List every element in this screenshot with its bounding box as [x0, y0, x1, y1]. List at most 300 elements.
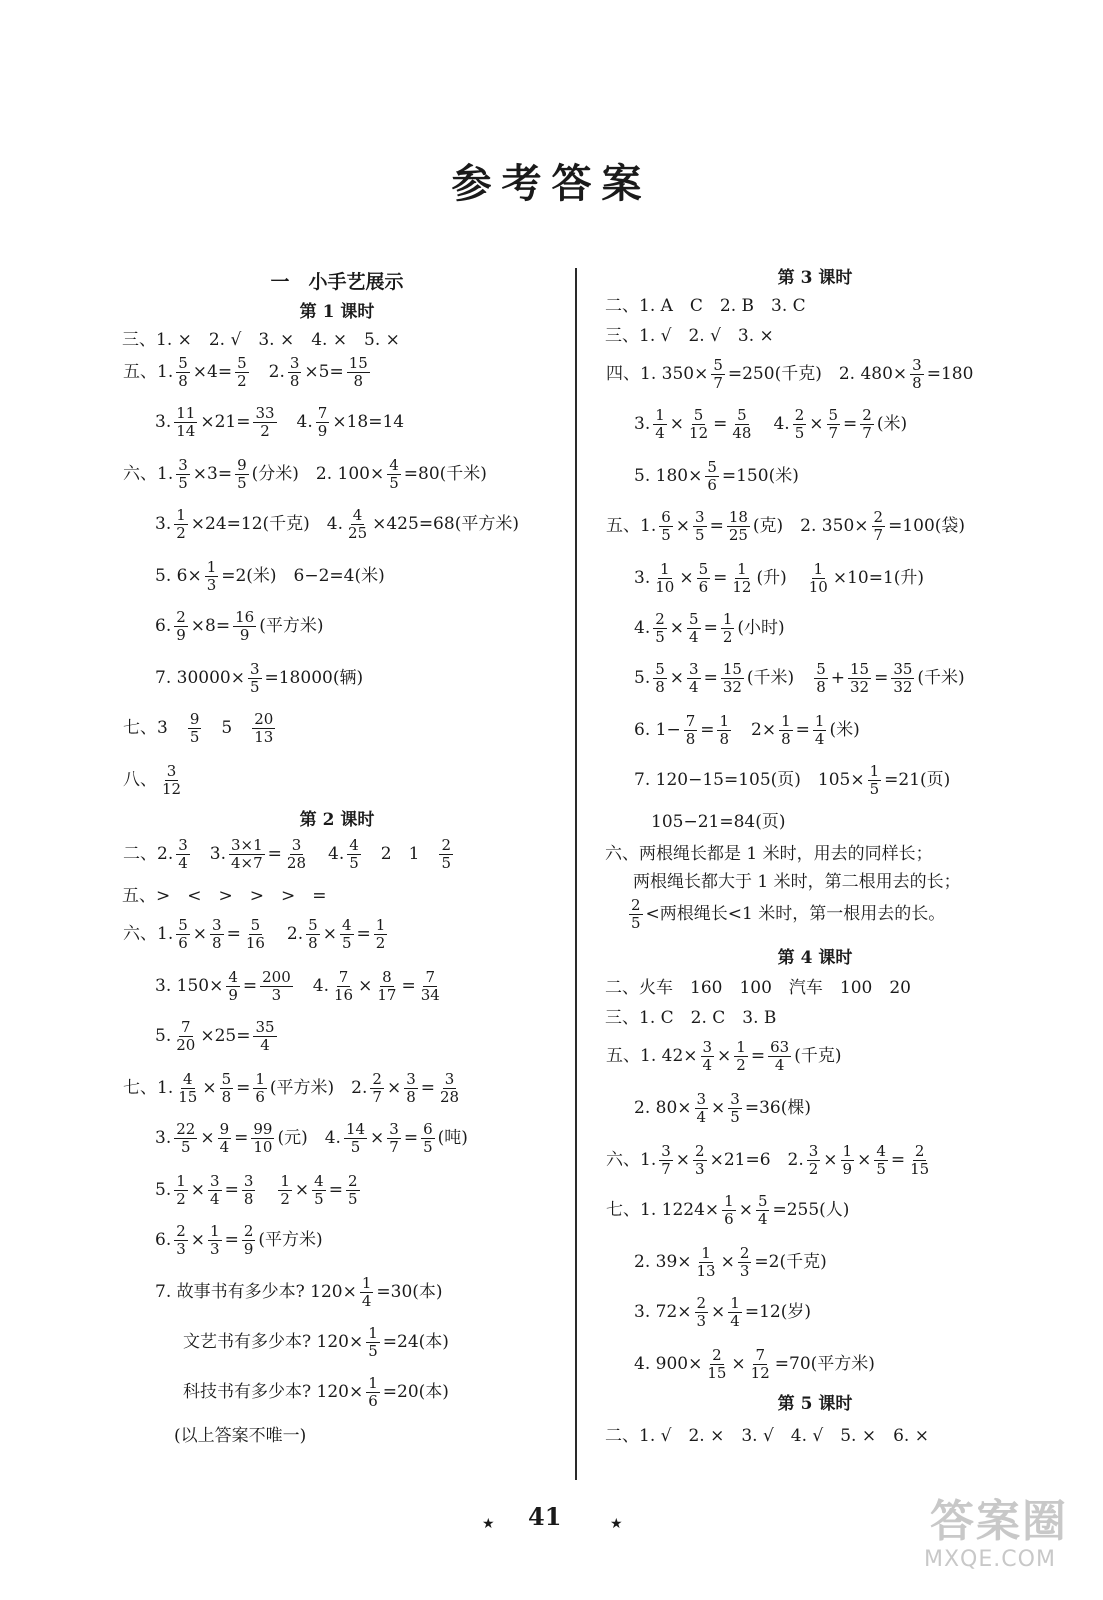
- numerator: 5: [693, 405, 704, 424]
- fraction: [235, 355, 249, 390]
- denominator: 3: [271, 985, 282, 1004]
- answer-line: [122, 502, 520, 546]
- text-segment: (千米): [917, 668, 965, 688]
- text-segment: ×: [717, 1046, 732, 1066]
- text-segment: ×25=: [200, 1026, 251, 1046]
- numerator: 4: [352, 505, 363, 524]
- denominator: 7: [661, 1159, 671, 1178]
- text-segment: (升): [756, 568, 804, 588]
- numerator: 7: [685, 711, 696, 730]
- text-segment: =70(平方米): [774, 1354, 875, 1374]
- text-segment: ×: [370, 1128, 385, 1148]
- fraction: [220, 1071, 234, 1106]
- numerator: 1: [736, 1037, 746, 1056]
- numerator: 4: [389, 455, 399, 474]
- fraction: [728, 1091, 742, 1126]
- fraction: [344, 1121, 367, 1156]
- text-segment: 六、1.: [123, 924, 174, 944]
- text-segment: =24(本): [382, 1332, 449, 1352]
- answer-line: [605, 1086, 812, 1130]
- fraction: [768, 1039, 791, 1074]
- numerator: 3×1: [231, 835, 263, 854]
- answer-line: [605, 1290, 812, 1334]
- denominator: 5: [350, 1137, 361, 1156]
- fraction: [332, 969, 355, 1004]
- answer-line: [122, 656, 364, 700]
- numerator: 63: [770, 1037, 790, 1056]
- text-segment: =: [709, 516, 724, 536]
- fraction: [360, 1275, 374, 1310]
- numerator: 3: [291, 835, 302, 854]
- fraction: [730, 407, 753, 442]
- numerator: 1: [814, 711, 825, 730]
- denominator: 9: [239, 625, 250, 644]
- text-segment: =: [750, 1046, 766, 1066]
- fraction: [375, 969, 398, 1004]
- numerator: 35: [893, 659, 913, 678]
- answer-line: 六、两根绳长都是 1 米时，用去的同样长；: [605, 844, 933, 864]
- fraction: [312, 1173, 326, 1208]
- text-segment: 2.: [269, 924, 304, 944]
- numerator: 7: [338, 967, 349, 986]
- fraction: [218, 1121, 232, 1156]
- denominator: 5: [347, 1189, 358, 1208]
- text-segment: =: [420, 1078, 435, 1098]
- fraction: [695, 1295, 709, 1330]
- denominator: 32: [722, 677, 742, 696]
- fraction: [346, 507, 369, 542]
- numerator: 2: [794, 405, 805, 424]
- answer-line: [605, 352, 974, 396]
- numerator: 2: [696, 1293, 707, 1312]
- text-segment: ×: [669, 668, 685, 688]
- numerator: 5: [698, 559, 709, 578]
- numerator: 5: [655, 659, 665, 678]
- denominator: 48: [732, 423, 752, 442]
- unit-title: 一 小手艺展示: [270, 271, 404, 293]
- answer-line: [605, 758, 951, 802]
- numerator: 5: [707, 457, 717, 476]
- numerator: 4: [314, 1171, 324, 1190]
- fraction: [226, 969, 240, 1004]
- text-segment: ×5=: [304, 362, 344, 382]
- numerator: 1: [813, 559, 824, 578]
- numerator: 1: [737, 559, 747, 578]
- numerator: 3: [178, 455, 188, 474]
- fraction: [891, 661, 914, 696]
- text-segment: ×10=1(升): [832, 568, 925, 588]
- fraction: [208, 1223, 222, 1258]
- fraction: [188, 711, 202, 746]
- text-segment: ×21=6 2.: [709, 1150, 804, 1170]
- fraction: [695, 1091, 709, 1126]
- fraction: [253, 1071, 267, 1106]
- denominator: 5: [341, 933, 352, 952]
- denominator: 28: [440, 1087, 460, 1106]
- text-segment: =: [401, 976, 416, 996]
- fraction: [210, 917, 224, 952]
- text-segment: ×: [711, 1302, 726, 1322]
- numerator: 1: [842, 1141, 853, 1160]
- numerator: 2: [712, 1345, 722, 1364]
- fraction: [721, 611, 735, 646]
- answer-line: [605, 402, 908, 446]
- numerator: 1: [210, 1221, 220, 1240]
- denominator: 5: [441, 853, 451, 872]
- numerator: 11: [176, 403, 196, 422]
- numerator: 4: [228, 967, 238, 986]
- denominator: 8: [655, 677, 665, 696]
- text-segment: =12(岁): [744, 1302, 811, 1322]
- text-segment: =: [403, 1128, 419, 1148]
- fraction: [728, 1295, 742, 1330]
- text-segment: ×: [679, 568, 694, 588]
- numerator: 1: [724, 1191, 734, 1210]
- numerator: 2: [739, 1243, 750, 1262]
- numerator: 3: [406, 1069, 416, 1088]
- numerator: 5: [689, 609, 699, 628]
- numerator: 3: [389, 1119, 399, 1138]
- text-segment: (米): [829, 720, 860, 740]
- numerator: 1: [781, 711, 791, 730]
- fraction: [174, 405, 197, 440]
- numerator: 7: [425, 967, 435, 986]
- text-segment: 3.: [155, 514, 172, 534]
- fraction: [176, 917, 190, 952]
- denominator: 15: [910, 1159, 930, 1178]
- denominator: 16: [245, 933, 265, 952]
- text-segment: 7. 120−15=105(页) 105×: [634, 770, 865, 790]
- text-segment: 2.: [251, 362, 285, 382]
- fraction: [285, 837, 308, 872]
- fraction: [705, 1347, 728, 1382]
- numerator: 5: [816, 659, 826, 678]
- fraction: [653, 407, 667, 442]
- text-segment: ×: [675, 516, 691, 536]
- text-segment: =: [226, 924, 241, 944]
- denominator: 17: [377, 985, 397, 1004]
- text-segment: =: [328, 1180, 343, 1200]
- numerator: 14: [345, 1119, 366, 1138]
- answer-line: [605, 1342, 876, 1386]
- text-segment: 3. 72×: [634, 1302, 692, 1322]
- fraction: [252, 711, 275, 746]
- text-segment: ×: [823, 1150, 838, 1170]
- fraction: [174, 1173, 188, 1208]
- denominator: 5: [876, 1159, 886, 1178]
- fraction: [722, 1193, 736, 1228]
- denominator: 4: [757, 1209, 768, 1228]
- text-segment: ×: [669, 618, 685, 638]
- numerator: 2: [441, 835, 451, 854]
- answer-note: (以上答案不唯一): [174, 1426, 307, 1446]
- text-segment: ×24=12(千克) 4.: [190, 514, 344, 534]
- numerator: 3: [661, 1141, 671, 1160]
- fraction: [253, 1019, 276, 1054]
- text-segment: ×3=: [192, 464, 233, 484]
- watermark-logo: [920, 1485, 1090, 1585]
- denominator: 8: [212, 933, 222, 952]
- numerator: 2: [914, 1141, 925, 1160]
- text-segment: =: [242, 976, 258, 996]
- fraction: [346, 1173, 360, 1208]
- fraction: [695, 1245, 718, 1280]
- fraction: [687, 661, 701, 696]
- star-icon: ★: [610, 1516, 623, 1532]
- denominator: 2: [722, 627, 733, 646]
- text-segment: 六、1.: [123, 464, 174, 484]
- denominator: 12: [750, 1363, 770, 1382]
- watermark-text: 答案圈: [930, 1496, 1068, 1547]
- lesson-4-heading: 第 4 课时: [777, 948, 853, 968]
- denominator: 6: [255, 1087, 265, 1106]
- text-segment: (分米) 2. 100×: [251, 464, 385, 484]
- text-segment: 五、1. 42×: [606, 1046, 698, 1066]
- fraction: [693, 509, 707, 544]
- fraction: [841, 1143, 855, 1178]
- text-segment: 七、1. 1224×: [606, 1200, 720, 1220]
- text-segment: 文艺书有多少本? 120×: [183, 1332, 364, 1352]
- fraction: [387, 1121, 401, 1156]
- numerator: 3: [730, 1089, 740, 1108]
- denominator: 8: [912, 373, 922, 392]
- column-divider: [575, 268, 577, 1480]
- lesson-1-heading: 第 1 课时: [299, 302, 375, 322]
- numerator: 2: [862, 405, 872, 424]
- answer-line: 五、> < > > > =: [122, 886, 327, 906]
- numerator: 5: [221, 1069, 232, 1088]
- lesson-2-heading: 第 2 课时: [299, 810, 375, 830]
- denominator: 4: [219, 1137, 230, 1156]
- text-segment: (平方米) 2.: [269, 1078, 368, 1098]
- text-segment: 五、1.: [123, 362, 174, 382]
- denominator: 5: [730, 1107, 740, 1126]
- answer-line: 三、1. × 2. √ 3. × 4. × 5. ×: [122, 330, 400, 350]
- text-segment: ×: [386, 1078, 402, 1098]
- denominator: 15: [707, 1363, 727, 1382]
- fraction: [387, 457, 401, 492]
- fraction: [340, 917, 354, 952]
- text-segment: ×: [675, 1150, 691, 1170]
- text-segment: (吨): [437, 1128, 468, 1148]
- numerator: 2: [873, 507, 884, 526]
- text-segment: ×: [202, 1078, 217, 1098]
- numerator: 1: [280, 1171, 290, 1190]
- answer-line: 三、1. √ 2. √ 3. ×: [605, 326, 774, 346]
- numerator: 16: [235, 607, 255, 626]
- fraction: [701, 1039, 715, 1074]
- fraction: [730, 561, 753, 596]
- text-segment: =2(米) 6−2=4(米): [221, 566, 385, 586]
- answer-line: [605, 892, 946, 936]
- numerator: 2: [372, 1069, 382, 1088]
- denominator: 2: [280, 1189, 290, 1208]
- numerator: 18: [728, 507, 748, 526]
- fraction: [244, 917, 267, 952]
- numerator: 2: [347, 1171, 358, 1190]
- lesson-5-heading: 第 5 课时: [777, 1394, 853, 1414]
- denominator: 16: [334, 985, 354, 1004]
- fraction: [711, 357, 725, 392]
- answer-line: [122, 1066, 463, 1110]
- numerator: 5: [250, 915, 261, 934]
- fraction: [653, 561, 676, 596]
- text-segment: 5: [204, 718, 250, 738]
- denominator: 5: [655, 627, 665, 646]
- star-icon: ★: [482, 1516, 495, 1532]
- text-segment: 2. 39×: [634, 1252, 692, 1272]
- numerator: 3: [289, 353, 300, 372]
- text-segment: 3.: [192, 844, 227, 864]
- denominator: 8: [719, 729, 730, 748]
- numerator: 2: [655, 609, 665, 628]
- denominator: 4: [655, 423, 665, 442]
- denominator: 9: [317, 421, 328, 440]
- answer-line: [122, 1168, 362, 1212]
- denominator: 2: [260, 421, 270, 440]
- denominator: 5: [181, 1137, 191, 1156]
- answer-line: [122, 1320, 450, 1364]
- text-segment: 6. 1−: [634, 720, 681, 740]
- fraction: [868, 763, 882, 798]
- fraction: [205, 559, 219, 594]
- denominator: 28: [286, 853, 307, 872]
- answer-line: [122, 1218, 324, 1262]
- text-segment: =: [703, 668, 718, 688]
- numerator: 7: [317, 403, 328, 422]
- denominator: 6: [724, 1209, 734, 1228]
- text-segment: =: [713, 414, 728, 434]
- fraction: [370, 1071, 384, 1106]
- page-title: 参考答案: [451, 160, 652, 207]
- numerator: 6: [661, 507, 671, 526]
- text-segment: 3.: [155, 1128, 172, 1148]
- denominator: 2: [375, 933, 386, 952]
- denominator: 6: [368, 1391, 378, 1410]
- denominator: 10: [253, 1137, 273, 1156]
- denominator: 8: [178, 371, 188, 390]
- fraction: [374, 917, 388, 952]
- numerator: 1: [255, 1069, 265, 1088]
- fraction: [174, 1121, 197, 1156]
- numerator: 15: [722, 659, 742, 678]
- fraction: [653, 661, 667, 696]
- text-segment: [257, 1178, 276, 1202]
- fraction: [439, 837, 453, 872]
- answer-line: 105−21=84(页): [651, 812, 786, 832]
- denominator: 5: [389, 473, 399, 492]
- fraction: [176, 1071, 199, 1106]
- denominator: 4: [814, 729, 825, 748]
- denominator: 5: [661, 525, 671, 544]
- fraction: [908, 1143, 931, 1178]
- numerator: 1: [375, 915, 386, 934]
- numerator: 9: [237, 455, 247, 474]
- numerator: 200: [262, 967, 291, 986]
- denominator: 7: [828, 423, 839, 442]
- answer-line: [122, 1370, 450, 1414]
- fraction: [174, 1019, 197, 1054]
- text-segment: ×: [809, 414, 824, 434]
- denominator: 4: [361, 1291, 372, 1310]
- numerator: 8: [382, 967, 392, 986]
- text-segment: (克) 2. 350×: [752, 516, 869, 536]
- denominator: 3: [695, 1159, 705, 1178]
- text-segment: 5. 180×: [634, 466, 703, 486]
- text-segment: 6.: [155, 616, 172, 636]
- denominator: 32: [893, 677, 913, 696]
- text-segment: ×: [731, 1354, 746, 1374]
- answer-line: [122, 1270, 444, 1314]
- denominator: 7: [873, 525, 884, 544]
- answer-line: [605, 1240, 828, 1284]
- text-segment: ×: [190, 1180, 206, 1200]
- answer-line: [605, 556, 925, 600]
- denominator: 20: [176, 1035, 196, 1054]
- answer-line: [605, 656, 966, 700]
- text-segment: =100(袋): [888, 516, 966, 536]
- text-segment: 七、3: [123, 718, 185, 738]
- text-segment: 3.: [634, 414, 651, 434]
- answer-line: [122, 912, 389, 956]
- numerator: 3: [166, 761, 177, 780]
- denominator: 7: [372, 1087, 382, 1106]
- numerator: 4: [341, 915, 352, 934]
- text-segment: 4.: [295, 976, 329, 996]
- fraction: [306, 917, 320, 952]
- text-segment: =20(本): [382, 1382, 449, 1402]
- text-segment: <两根绳长<1 米时，第一根用去的长。: [645, 904, 946, 924]
- denominator: 25: [728, 525, 748, 544]
- numerator: 4: [349, 835, 359, 854]
- answer-line: [605, 1138, 933, 1182]
- fraction: [693, 1143, 707, 1178]
- denominator: 8: [781, 729, 791, 748]
- answer-line: 二、1. A C 2. B 3. C: [605, 296, 806, 316]
- text-segment: ×: [669, 414, 685, 434]
- fraction: [793, 407, 807, 442]
- numerator: 3: [702, 1037, 713, 1056]
- text-segment: 5. 6×: [155, 566, 202, 586]
- fraction: [253, 405, 276, 440]
- numerator: 7: [755, 1345, 765, 1364]
- fraction: [174, 609, 188, 644]
- text-segment: ×: [200, 1128, 215, 1148]
- answer-line: [122, 604, 324, 648]
- text-segment: ×: [711, 1098, 726, 1118]
- fraction: [684, 713, 698, 748]
- numerator: 1: [368, 1323, 378, 1342]
- numerator: 1: [176, 505, 186, 524]
- text-segment: ×: [322, 924, 337, 944]
- text-segment: =: [713, 568, 728, 588]
- answer-line: [122, 832, 455, 876]
- denominator: 4: [730, 1311, 740, 1330]
- denominator: 9: [228, 985, 238, 1004]
- denominator: 8: [221, 1087, 232, 1106]
- text-segment: ×: [720, 1252, 735, 1272]
- denominator: 8: [685, 729, 696, 748]
- fraction: [421, 1121, 435, 1156]
- numerator: 3: [689, 659, 699, 678]
- text-segment: =: [234, 1128, 249, 1148]
- fraction: [347, 837, 361, 872]
- denominator: 2: [808, 1159, 819, 1178]
- numerator: 1: [719, 711, 730, 730]
- numerator: 1: [206, 557, 217, 576]
- text-segment: =30(本): [376, 1282, 443, 1302]
- text-segment: 7. 30000×: [155, 668, 245, 688]
